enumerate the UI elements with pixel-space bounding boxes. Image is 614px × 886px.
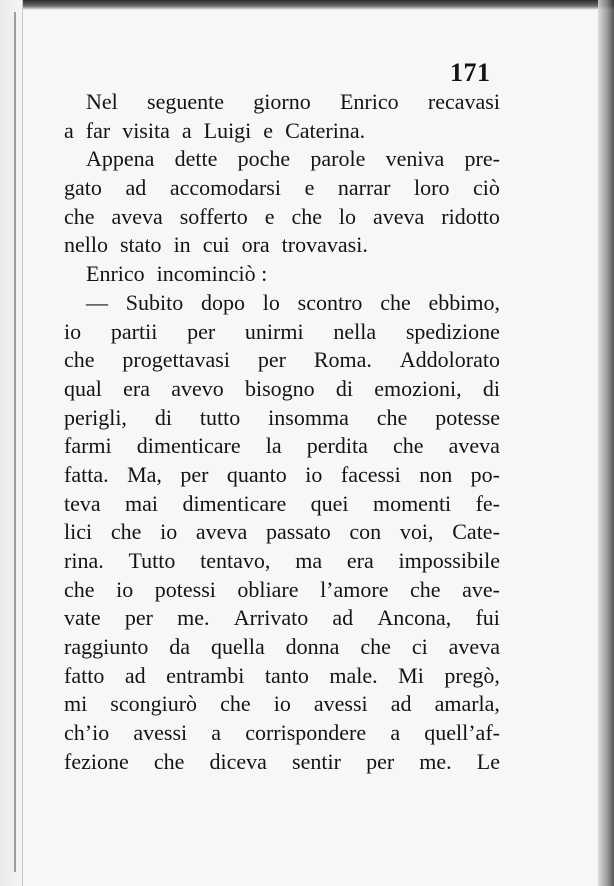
text-word: perigli,: [64, 404, 127, 430]
text-line: [64, 117, 500, 146]
text-word: narrar: [337, 175, 391, 201]
text-word: tutto: [199, 404, 241, 430]
text-word: ch’io: [64, 720, 110, 746]
text-word: e: [263, 117, 274, 143]
text-word: ad: [124, 662, 146, 688]
text-line: [64, 576, 500, 605]
text-word: impossibile: [398, 548, 500, 573]
text-line: [64, 375, 500, 404]
text-word: di: [335, 375, 354, 401]
text-word: ebbimo,: [428, 289, 500, 315]
text-word: perdita: [306, 433, 368, 459]
text-word: trovavasi.: [281, 232, 368, 258]
text-word: ridotto: [441, 203, 500, 229]
text-word: quell’af-: [424, 720, 500, 746]
text-word: sentir: [292, 748, 341, 774]
text-word: rina.: [64, 548, 104, 573]
text-word: quei: [310, 490, 349, 516]
text-word: facessi: [340, 461, 401, 487]
text-word: ma: [295, 548, 323, 573]
text-word: fatto: [64, 662, 105, 688]
text-word: spedizione: [405, 318, 500, 344]
text-word: ad: [332, 605, 354, 631]
text-line: [64, 174, 500, 203]
text-word: che: [360, 634, 391, 660]
text-word: diceva: [209, 748, 267, 774]
text-line: [64, 662, 500, 691]
body-text: [64, 88, 500, 777]
text-word: loro: [414, 175, 450, 201]
text-word: entrambi: [166, 662, 245, 688]
text-word: aveva: [448, 433, 500, 459]
text-word: io: [305, 461, 323, 487]
text-line: [64, 719, 500, 748]
text-word: insomma: [268, 404, 349, 430]
text-word: non: [419, 461, 453, 487]
text-line: [64, 404, 500, 433]
text-word: mai: [125, 490, 159, 516]
text-word: dopo: [201, 289, 245, 315]
text-word: me.: [177, 605, 210, 631]
page-binding-edge: [0, 0, 23, 886]
text-word: da: [169, 634, 191, 660]
text-word: farmi: [64, 433, 112, 459]
text-word: Le: [476, 748, 500, 774]
text-word: fezione: [64, 748, 129, 774]
text-word: giorno: [253, 89, 311, 114]
text-word: a: [181, 117, 192, 143]
text-word: ave-: [462, 576, 500, 602]
text-word: gato: [64, 175, 102, 201]
text-word: Appena: [86, 146, 155, 172]
text-line: [64, 203, 500, 232]
text-word: pregò,: [444, 662, 500, 688]
text-word: emozioni,: [374, 375, 462, 401]
text-word: per: [187, 318, 216, 344]
text-word: avessi: [313, 691, 368, 717]
text-word: sofferto: [179, 203, 248, 229]
text-word: amarla,: [434, 691, 500, 717]
text-word: di: [154, 404, 172, 430]
text-word: corrispondere: [245, 720, 367, 746]
text-word: Roma.: [313, 347, 372, 373]
text-word: con: [349, 519, 382, 545]
text-word: Cate-: [452, 519, 500, 545]
text-word: scontro: [297, 289, 363, 315]
text-word: l’amore: [320, 576, 389, 602]
text-word: e: [264, 203, 275, 229]
text-word: io: [64, 318, 82, 344]
text-word: che: [376, 404, 408, 430]
text-word: di: [482, 375, 500, 401]
text-word: ci: [411, 634, 428, 660]
text-word: teva: [64, 490, 101, 516]
text-word: la: [265, 433, 282, 459]
text-word: Luigi: [203, 117, 252, 143]
text-word: raggiunto: [64, 634, 149, 660]
text-word: unirmi: [244, 318, 304, 344]
text-word: stato: [120, 232, 162, 258]
text-word: vate: [64, 605, 101, 631]
text-word: che: [392, 433, 424, 459]
text-line: [64, 145, 500, 174]
text-word: voi,: [399, 519, 434, 545]
text-word: far: [85, 117, 111, 143]
text-word: male.: [329, 662, 378, 688]
text-word: che: [291, 203, 322, 229]
page-top-shadow: [0, 0, 614, 10]
text-word: che: [380, 289, 411, 315]
text-word: visita: [122, 117, 170, 143]
text-word: fatta.: [64, 461, 109, 487]
text-word: aveva: [448, 634, 500, 660]
text-line: [64, 318, 500, 347]
text-word: a: [211, 720, 222, 746]
text-word: a: [64, 117, 74, 143]
text-word: in: [173, 232, 191, 258]
text-word: donna: [285, 634, 340, 660]
text-word: lo: [338, 203, 357, 229]
text-word: io: [116, 576, 134, 602]
text-word: Enrico: [86, 261, 145, 287]
text-word: per: [366, 748, 395, 774]
text-word: obliare: [237, 576, 299, 602]
text-word: fui: [475, 605, 500, 631]
text-word: tentavo,: [200, 548, 271, 573]
text-word: ad: [125, 175, 147, 201]
text-word: aveva: [373, 203, 425, 229]
text-line: [64, 490, 500, 519]
text-word: tanto: [264, 662, 309, 688]
text-word: fe-: [475, 490, 500, 516]
text-line: [64, 461, 500, 490]
text-word: per: [180, 461, 209, 487]
text-word: lo: [262, 289, 280, 315]
text-line: [64, 88, 500, 117]
text-line: [64, 346, 500, 375]
text-word: momenti: [372, 490, 452, 516]
text-word: nello: [64, 232, 108, 258]
text-line: [64, 633, 500, 662]
text-word: Mi: [398, 662, 424, 688]
text-line: [64, 289, 500, 318]
text-word: quella: [210, 634, 265, 660]
text-word: ora: [241, 232, 270, 258]
text-word: Caterina.: [285, 117, 366, 143]
text-line: [64, 260, 500, 289]
text-word: potesse: [435, 404, 500, 430]
text-word: me.: [419, 748, 452, 774]
text-word: Addolorato: [399, 347, 500, 373]
text-word: avevo: [171, 375, 224, 401]
text-word: e: [304, 175, 315, 201]
text-word: dimenticare: [182, 490, 287, 516]
text-word: a: [390, 720, 401, 746]
text-word: partii: [110, 318, 158, 344]
text-word: io: [160, 519, 178, 545]
text-word: Arrivato: [233, 605, 309, 631]
text-word: dimenticare: [136, 433, 241, 459]
text-word: che: [220, 691, 251, 717]
text-word: po-: [470, 461, 500, 487]
page-right-shadow: [598, 0, 614, 886]
text-word: per: [257, 347, 286, 373]
text-word: passato: [265, 519, 331, 545]
text-word: bisogno: [244, 375, 315, 401]
page-number: 171: [450, 58, 491, 87]
text-word: avessi: [133, 720, 188, 746]
text-word: incominciò :: [156, 261, 268, 287]
text-word: progettavasi: [122, 347, 230, 373]
text-word: che: [64, 347, 95, 373]
text-word: veniva: [385, 146, 445, 172]
text-line: [64, 690, 500, 719]
text-word: Enrico: [339, 89, 399, 114]
text-word: ad: [390, 691, 412, 717]
text-word: che: [110, 519, 142, 545]
text-word: —: [86, 289, 108, 315]
text-line: [64, 432, 500, 461]
text-word: seguente: [147, 89, 224, 114]
text-word: aveva: [195, 519, 248, 545]
text-word: poche: [237, 146, 291, 172]
text-word: che: [64, 203, 95, 229]
text-word: che: [64, 576, 95, 602]
text-word: io: [273, 691, 291, 717]
text-word: parole: [310, 146, 366, 172]
text-word: quanto: [226, 461, 287, 487]
text-word: accomodarsi: [169, 175, 281, 201]
text-word: pre-: [464, 146, 500, 172]
text-line: [64, 518, 500, 547]
text-word: che: [153, 748, 185, 774]
text-word: Ancona,: [377, 605, 452, 631]
text-word: dette: [174, 146, 218, 172]
text-word: Nel: [86, 89, 118, 114]
text-word: nella: [333, 318, 377, 344]
text-word: recavasi: [427, 89, 500, 114]
text-word: che: [410, 576, 441, 602]
text-word: cui: [202, 232, 230, 258]
text-line: [64, 748, 500, 777]
text-line: [64, 547, 500, 576]
text-word: Subito: [125, 289, 184, 315]
text-word: aveva: [111, 203, 163, 229]
text-word: scongiurò: [110, 691, 198, 717]
text-line: [64, 231, 500, 260]
text-line: [64, 604, 500, 633]
text-word: lici: [64, 519, 93, 545]
text-word: potessi: [154, 576, 216, 602]
text-word: era: [346, 548, 374, 573]
text-word: era: [123, 375, 150, 401]
text-word: ciò: [473, 175, 500, 201]
text-word: Tutto: [128, 548, 176, 573]
text-word: mi: [64, 691, 88, 717]
text-word: qual: [64, 375, 102, 401]
text-word: Ma,: [127, 461, 162, 487]
text-word: per: [124, 605, 153, 631]
